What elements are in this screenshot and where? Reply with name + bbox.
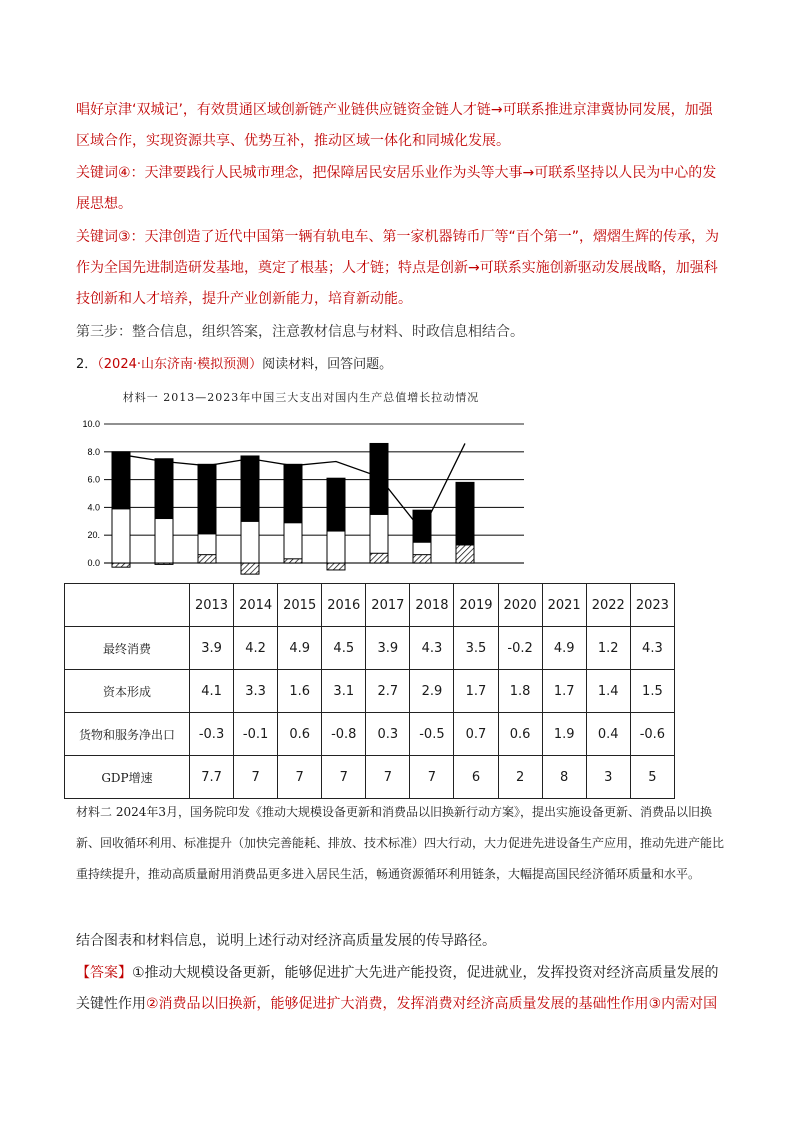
bar-consumption <box>112 509 130 563</box>
bar-capital <box>241 456 259 521</box>
table-year-header: 2013 <box>190 584 234 627</box>
bar-capital <box>284 464 302 522</box>
material-2: 材料二 2024年3月，国务院印发《推动大规模设备更新和消费品以旧换新行动方案》，提出实施设备更新、消费品以旧换新、回收循环利用、标准提升（加快完善能耗、排放、技术标准）四大行动，大力促进先进设备生产应用，推动先进产能比重持续提升，推动高质量耐用消费品更多进入居民生活，畅通资源循环利用链条，大幅提高国民经济循环质量和水平。 <box>76 805 725 881</box>
table-row <box>65 713 675 756</box>
table-row <box>65 670 675 713</box>
table-year-header: 2018 <box>410 584 454 627</box>
question-text: 阅读材料，回答问题。 <box>262 357 393 372</box>
bar-capital <box>456 482 474 545</box>
table-cell: 0.6 <box>498 713 542 756</box>
table-row-label: 最终消费 <box>65 627 190 670</box>
analysis-paragraph-3: 关键词③：天津创造了近代中国第一辆有轨电车、第一家机器铸币厂等“百个第一”，熠熠生辉的传承，为作为全国先进制造研发基地，奠定了根基；人才链；特点是创新→可联系实施创新驱动发展战略，加强科技创新和人才培养，提升产业创新能力，培育新动能。 <box>76 229 720 307</box>
table-cell: -0.1 <box>234 713 278 756</box>
bar-capital <box>413 510 431 542</box>
table-row-label: GDP增速 <box>65 756 190 799</box>
table-cell: 0.4 <box>586 713 630 756</box>
table-year-header: 2017 <box>366 584 410 627</box>
table-cell: 3.9 <box>190 627 234 670</box>
table-cell: 3.1 <box>322 670 366 713</box>
bar-capital <box>327 478 345 531</box>
bar-capital <box>198 464 216 534</box>
question-prompt: 结合图表和材料信息，说明上述行动对经济高质量发展的传导路径。 <box>76 933 496 949</box>
bar-netexport <box>155 563 173 564</box>
bar-consumption <box>241 521 259 563</box>
analysis-paragraph-1: 唱好京津‘双城记’，有效贯通区域创新链产业链供应链资金链人才链→可联系推进京津冀协同发展，加强区域合作，实现资源共享、优势互补，推动区域一体化和同城化发展。 <box>76 102 713 149</box>
table-year-header: 2020 <box>498 584 542 627</box>
y-tick-label: 6.0 <box>87 474 100 485</box>
table-cell: 3.3 <box>234 670 278 713</box>
table-year-header: 2019 <box>454 584 498 627</box>
table-year-header: 2016 <box>322 584 366 627</box>
table-year-header: 2014 <box>234 584 278 627</box>
bar-netexport <box>284 559 302 563</box>
step3-line: 第三步：整合信息，组织答案，注意教材信息与材料、时政信息相结合。 <box>76 324 524 340</box>
table-cell: -0.6 <box>630 713 674 756</box>
table-cell: 5 <box>630 756 674 799</box>
table-year-header: 2022 <box>586 584 630 627</box>
table-cell: 7 <box>410 756 454 799</box>
bar-consumption <box>284 523 302 563</box>
bar-capital <box>112 452 130 509</box>
table-cell: 0.3 <box>366 713 410 756</box>
table-cell: 2 <box>498 756 542 799</box>
table-row-label: 资本形成 <box>65 670 190 713</box>
table-cell: 0.6 <box>278 713 322 756</box>
table-cell: 3.9 <box>366 627 410 670</box>
question-source: （2024·山东济南·模拟预测） <box>97 357 263 372</box>
bar-netexport <box>112 563 130 567</box>
table-cell: 7 <box>278 756 322 799</box>
table-cell: 7 <box>234 756 278 799</box>
table-corner <box>65 584 190 627</box>
table-row <box>65 627 675 670</box>
table-cell: 1.5 <box>630 670 674 713</box>
bar-consumption <box>327 531 345 563</box>
bar-line-chart <box>64 386 538 582</box>
table-cell: 4.3 <box>410 627 454 670</box>
question-2-header <box>76 349 726 380</box>
table-header-row <box>65 584 675 627</box>
table-cell: 8 <box>542 756 586 799</box>
table-cell: -0.3 <box>190 713 234 756</box>
table-cell: 4.5 <box>322 627 366 670</box>
bar-consumption <box>155 519 173 563</box>
table-cell: 1.4 <box>586 670 630 713</box>
bar-netexport <box>241 563 259 574</box>
table-cell: 7.7 <box>190 756 234 799</box>
table-cell: 2.7 <box>366 670 410 713</box>
table-cell: 4.2 <box>234 627 278 670</box>
table-cell: -0.2 <box>498 627 542 670</box>
chart-title: 材料一 2013—2023年中国三大支出对国内生产总值增长拉动情况 <box>122 391 480 404</box>
question-number: 2． <box>76 357 98 372</box>
table-row <box>65 756 675 799</box>
analysis-paragraph-2: 关键词④：天津要践行人民城市理念，把保障居民安居乐业作为头等大事→可联系坚持以人民为中心的发展思想。 <box>76 165 717 212</box>
answer-text-3: ③内需对国 <box>648 996 718 1012</box>
table-cell: 3 <box>586 756 630 799</box>
bar-capital <box>155 459 173 519</box>
bar-netexport <box>413 555 431 563</box>
bar-netexport <box>370 553 388 563</box>
y-tick-label: 8.0 <box>87 446 100 457</box>
table-cell: 4.9 <box>278 627 322 670</box>
bar-netexport <box>198 555 216 563</box>
chart-area <box>64 386 538 582</box>
table-cell: 4.1 <box>190 670 234 713</box>
table-cell: 1.9 <box>542 713 586 756</box>
answer-text-2: ②消费品以旧换新，能够促进扩大消费，发挥消费对经济高质量发展的基础性作用 <box>146 996 649 1012</box>
table-cell: 1.7 <box>454 670 498 713</box>
table-cell: 4.9 <box>542 627 586 670</box>
table-cell: -0.8 <box>322 713 366 756</box>
table-cell: 7 <box>366 756 410 799</box>
y-tick-label: 4.0 <box>87 502 100 513</box>
table-cell: 2.9 <box>410 670 454 713</box>
table-cell: 1.6 <box>278 670 322 713</box>
bar-capital <box>370 443 388 514</box>
table-cell: 0.7 <box>454 713 498 756</box>
y-tick-label: 20. <box>87 530 100 541</box>
table-cell: 3.5 <box>454 627 498 670</box>
table-row-label: 货物和服务净出口 <box>65 713 190 756</box>
answer-text-1: ①推动大规模设备更新，能够促进扩大先进产能投资，促进就业，发挥投资对经济高质量发展的关键性作用 <box>76 965 719 1012</box>
table-cell: 1.7 <box>542 670 586 713</box>
answer-block <box>76 958 726 1020</box>
data-table <box>64 583 675 799</box>
y-tick-label: 0.0 <box>87 558 100 568</box>
table-year-header: 2015 <box>278 584 322 627</box>
bar-netexport <box>456 537 474 563</box>
table-cell: -0.5 <box>410 713 454 756</box>
table-cell: 1.8 <box>498 670 542 713</box>
table-cell: 7 <box>322 756 366 799</box>
bar-netexport <box>327 563 345 570</box>
answer-tag: 【答案】 <box>76 965 132 981</box>
table-cell: 4.3 <box>630 627 674 670</box>
table-cell: 6 <box>454 756 498 799</box>
table-cell: 1.2 <box>586 627 630 670</box>
y-tick-label: 10.0 <box>82 419 100 429</box>
table-year-header: 2021 <box>542 584 586 627</box>
table-year-header: 2023 <box>630 584 674 627</box>
